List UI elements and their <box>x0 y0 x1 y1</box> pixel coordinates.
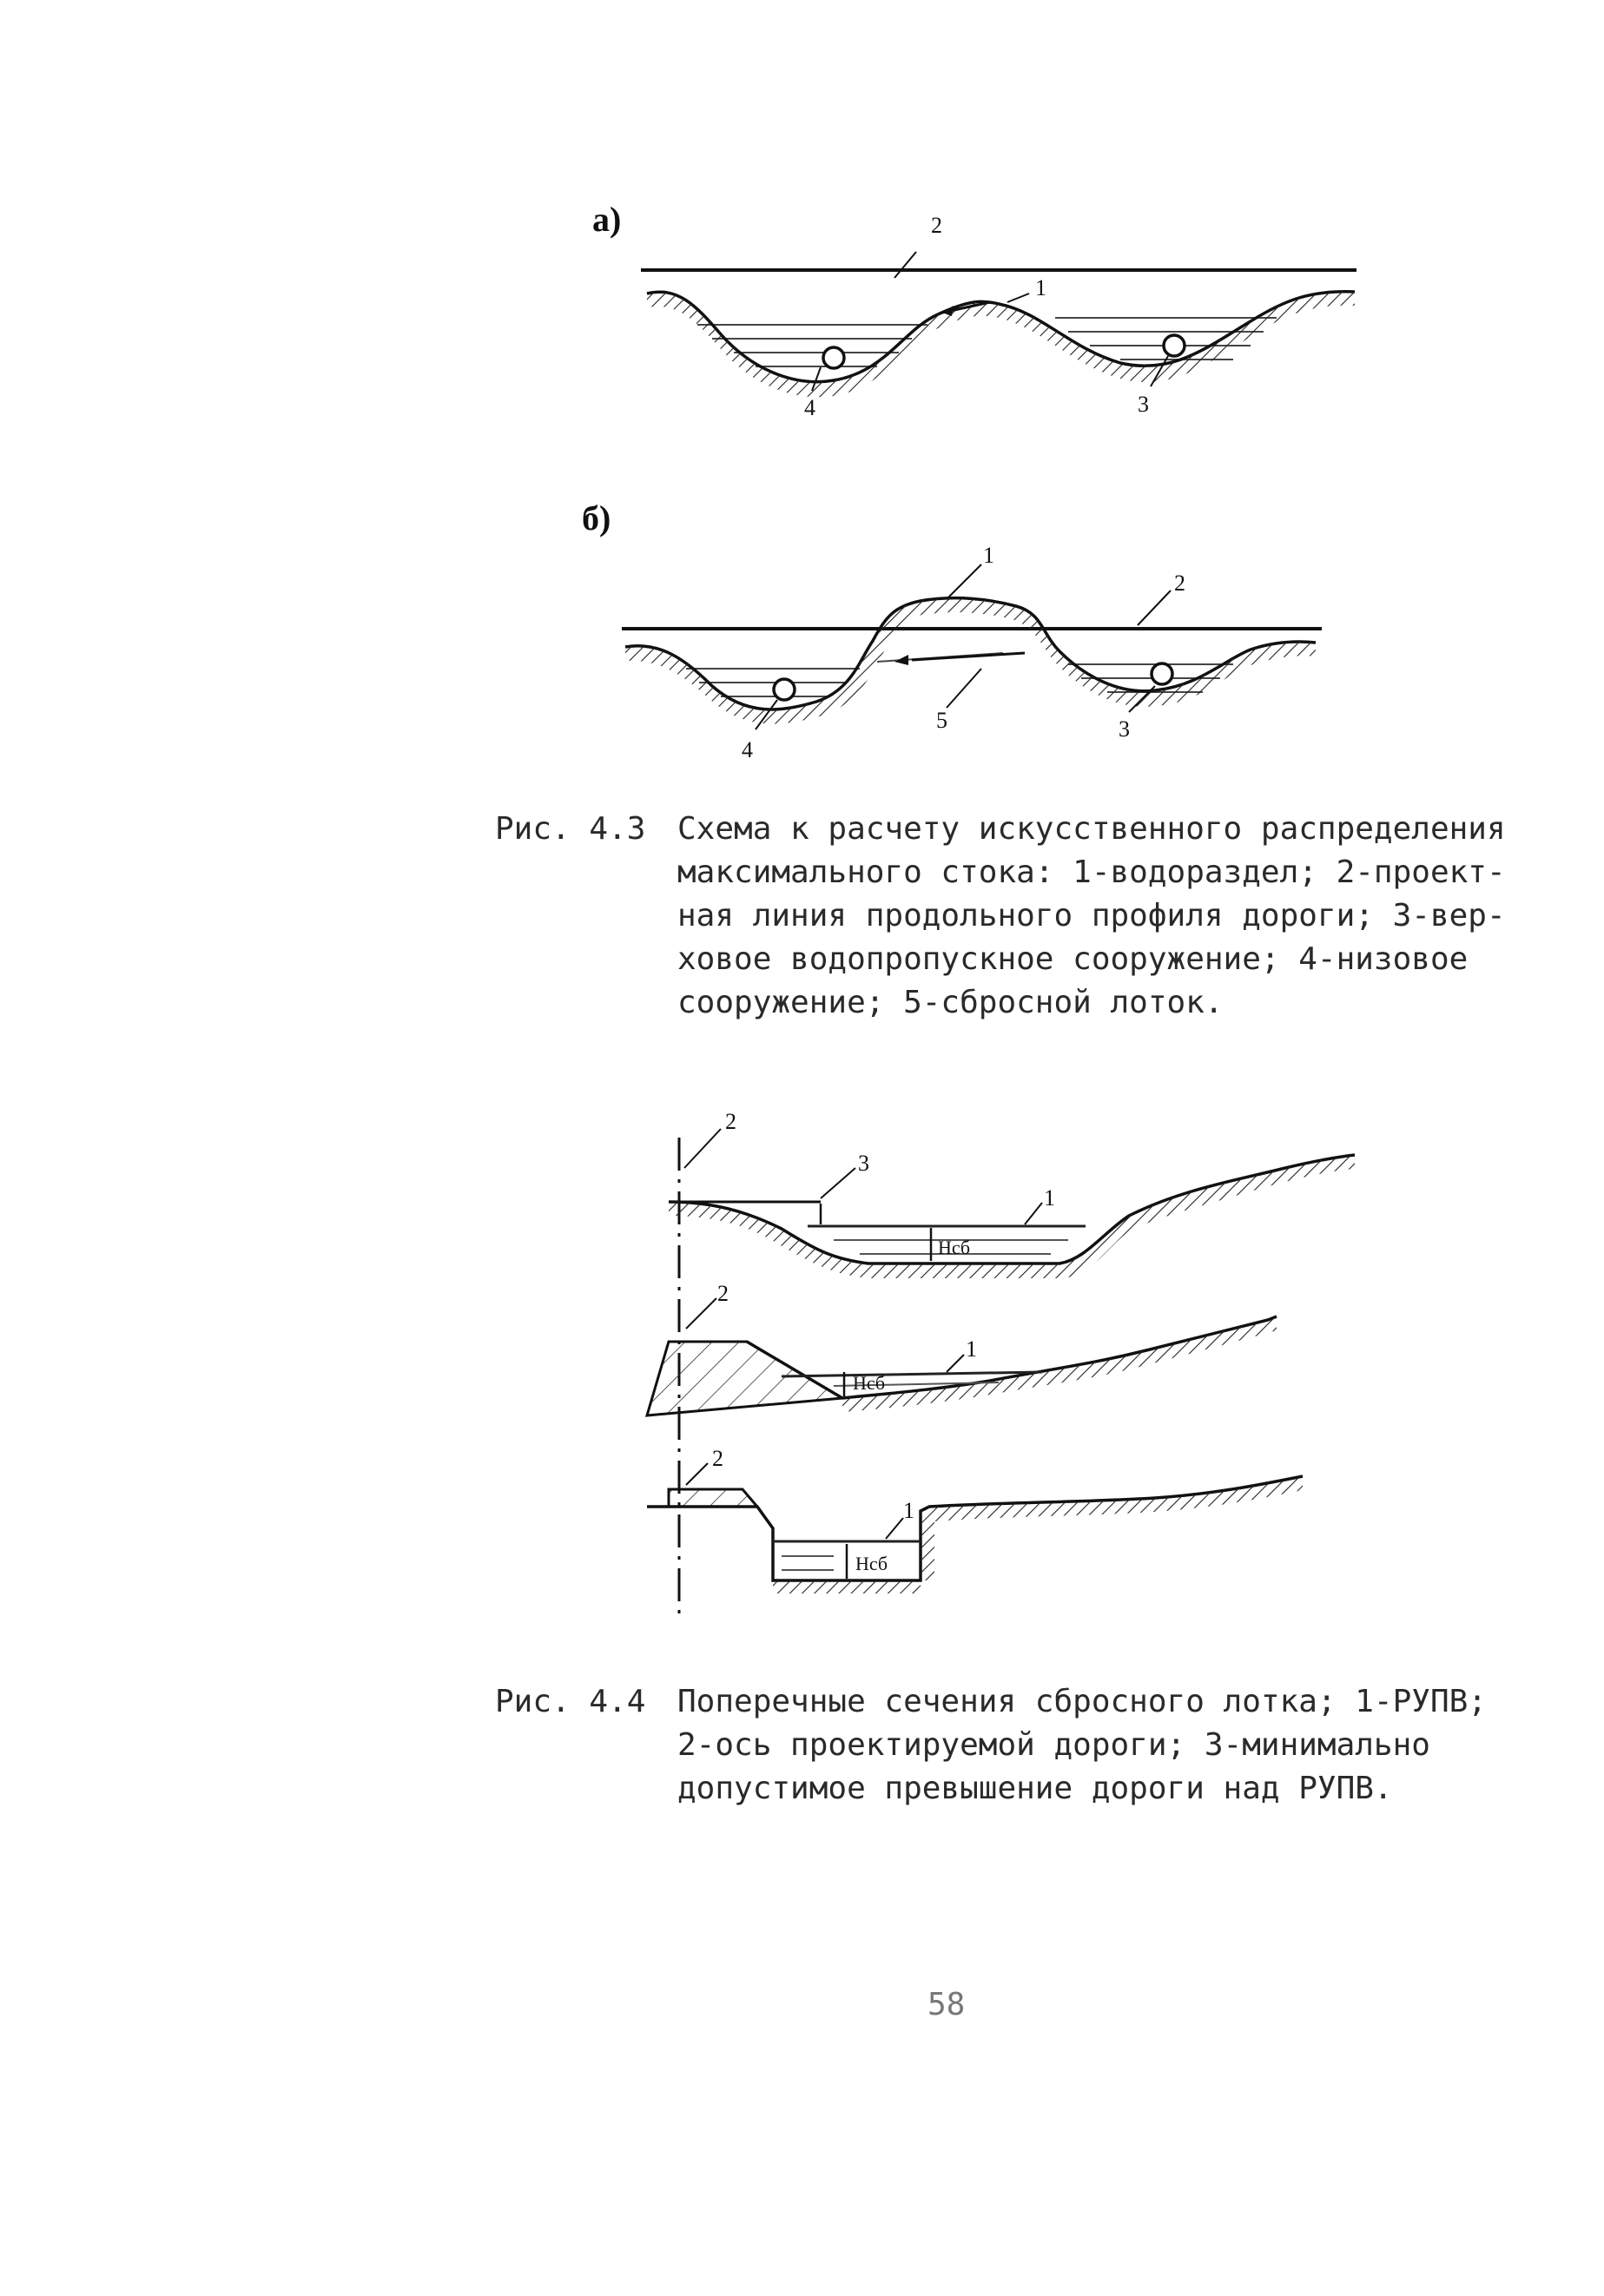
terrain-profile-top <box>669 1155 1355 1263</box>
label-2-middle: 2 <box>717 1281 729 1306</box>
label-1-a: 1 <box>1035 275 1046 300</box>
page-number: 58 <box>927 1987 966 2022</box>
figure-4-3-panel-a <box>592 200 1356 420</box>
caption-line: сооружение; 5-сбросной лоток. <box>677 985 1224 1020</box>
label-1-middle: 1 <box>966 1336 977 1362</box>
section-bottom <box>647 1446 1303 1593</box>
label-3-b: 3 <box>1119 716 1130 742</box>
caption-line: ховое водопропускное сооружение; 4-низовое <box>677 941 1469 977</box>
caption-number-4-3: Рис. 4.3 <box>495 811 646 847</box>
water-level-middle <box>782 1372 1042 1376</box>
caption-fig-4-4 <box>495 1680 1487 1819</box>
h-label-middle: Нсб <box>853 1372 886 1394</box>
caption-line: Поперечные сечения сбросного лотка; 1-РУПВ; <box>677 1684 1487 1719</box>
caption-line: Схема к расчету искусственного распределения <box>677 811 1506 847</box>
label-2-b: 2 <box>1174 571 1185 596</box>
section-top <box>669 1109 1355 1278</box>
label-1-bottom: 1 <box>903 1498 914 1523</box>
label-2-top: 2 <box>725 1109 736 1134</box>
caption-fig-4-3 <box>495 808 1506 1033</box>
label-1-b: 1 <box>983 543 994 568</box>
embankment-bottom <box>669 1489 757 1507</box>
embankment-middle <box>647 1342 842 1415</box>
label-3-a: 3 <box>1138 392 1149 417</box>
label-1-top: 1 <box>1044 1185 1055 1211</box>
label-3-top: 3 <box>858 1151 869 1176</box>
h-label-top: Нсб <box>938 1237 971 1258</box>
terrain-profile-b <box>625 598 1316 709</box>
terrain-hatching-a <box>647 292 1355 398</box>
section-middle <box>647 1281 1277 1415</box>
caption-line: ная линия продольного профиля дороги; 3-вер- <box>677 898 1506 934</box>
caption-line: максимального стока: 1-водораздел; 2-проект- <box>677 854 1506 890</box>
figure-4-4 <box>647 1109 1355 1615</box>
culvert-4-a <box>823 347 844 368</box>
label-2-a: 2 <box>931 213 942 238</box>
caption-number-4-4: Рис. 4.4 <box>495 1684 646 1719</box>
label-4-b: 4 <box>742 737 753 762</box>
culvert-4-b <box>774 679 795 700</box>
terrain-hatching-b <box>625 598 1316 724</box>
spillway-channel-b <box>912 653 1025 660</box>
culvert-3-b <box>1152 663 1172 684</box>
label-4-a: 4 <box>804 395 815 420</box>
caption-line: 2-ось проектируемой дороги; 3-минимально <box>677 1727 1430 1763</box>
panel-b-label: б) <box>582 498 611 538</box>
label-2-bottom: 2 <box>712 1446 723 1471</box>
caption-line: допустимое превышение дороги над РУПВ. <box>677 1771 1393 1806</box>
culvert-3-a <box>1164 335 1185 356</box>
figure-4-3-panel-b <box>582 498 1322 762</box>
h-label-bottom: Нсб <box>855 1553 888 1574</box>
panel-a-label: a) <box>592 200 622 239</box>
label-5-b: 5 <box>936 708 947 733</box>
